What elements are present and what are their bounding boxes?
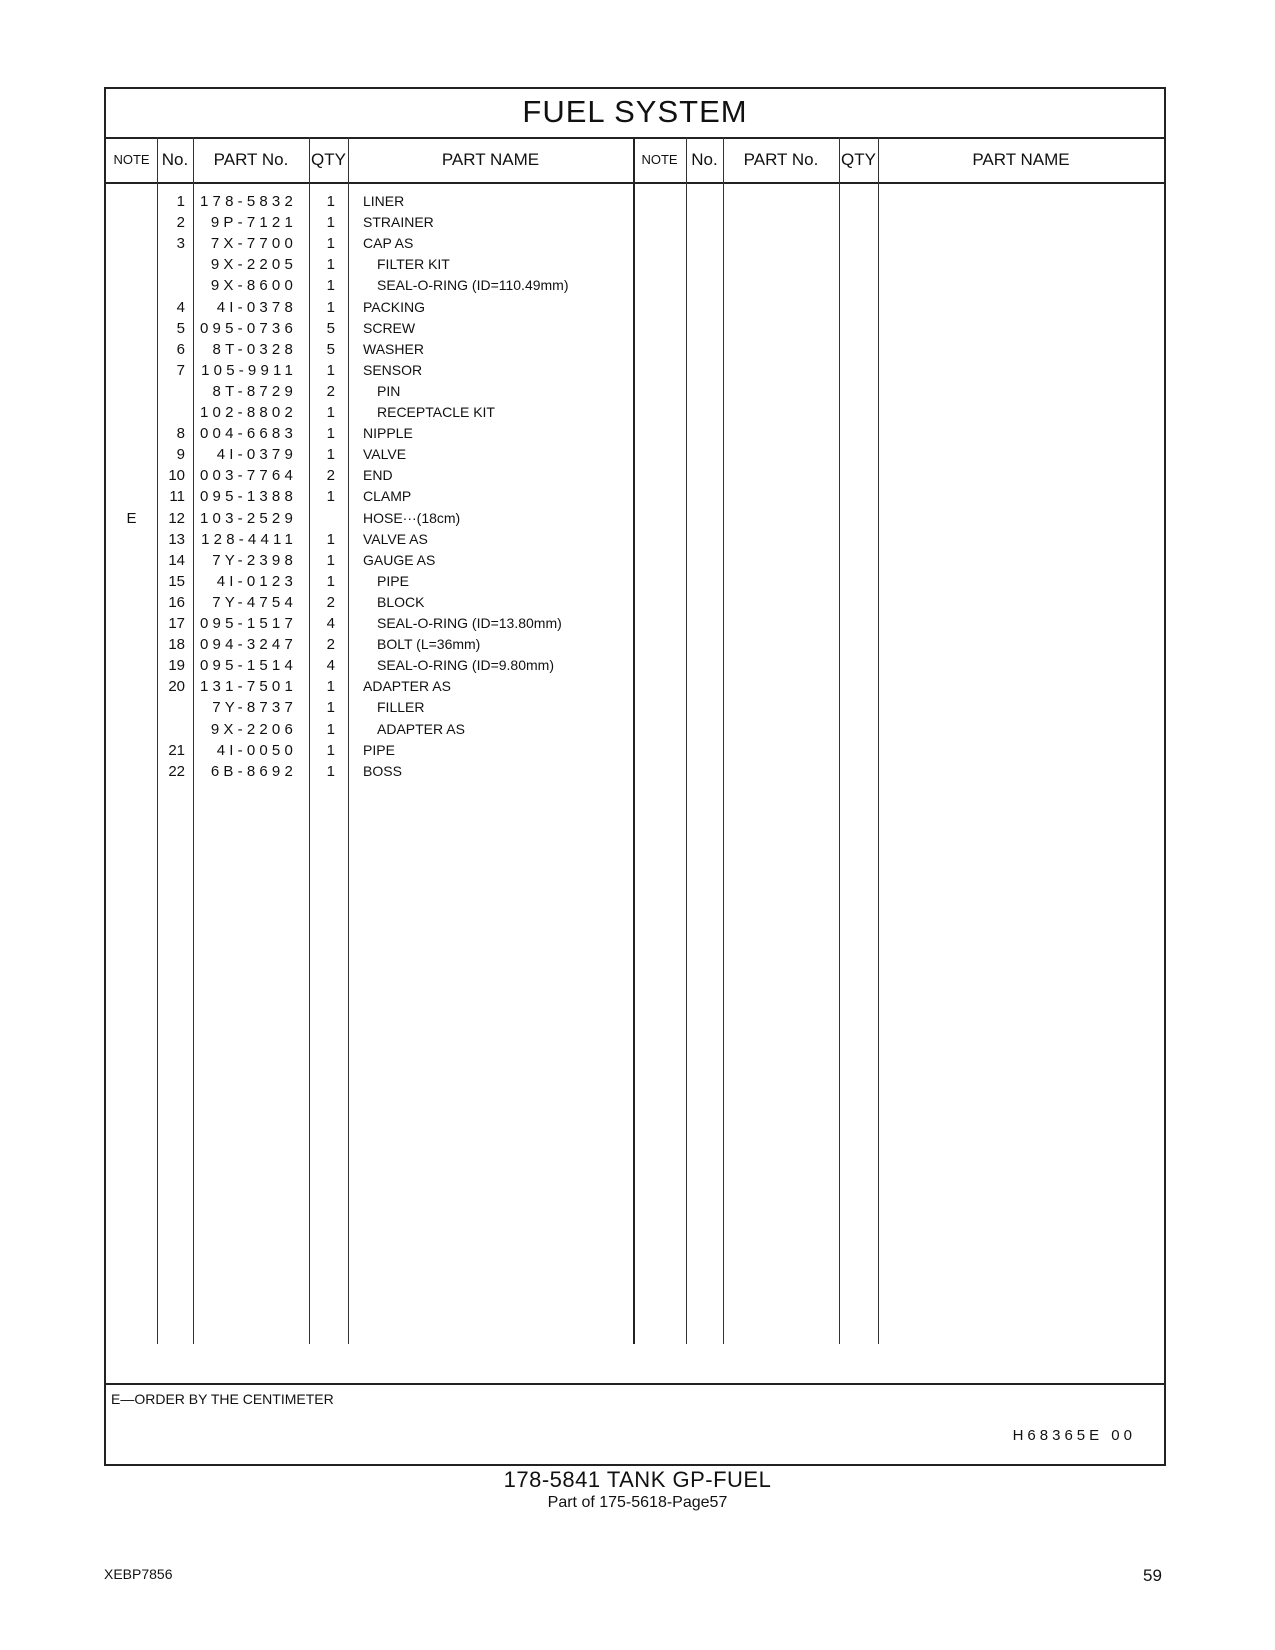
cell-qty: 1 — [326, 678, 335, 696]
cell-qty: 1 — [326, 446, 335, 464]
table-row — [106, 341, 1164, 363]
header-part-no-right: PART No. — [743, 150, 819, 169]
cell-part-no: 128-4411 — [201, 530, 297, 548]
cell-part-no: 7Y-4754 — [212, 593, 297, 611]
cell-part-name: END — [363, 467, 393, 484]
cell-part-name: PIPE — [377, 572, 409, 589]
table-row — [106, 256, 1164, 278]
cell-item-no: 22 — [168, 762, 185, 780]
cell-qty: 1 — [326, 361, 335, 379]
cell-qty: 1 — [326, 551, 335, 569]
cell-qty: 1 — [326, 404, 335, 421]
header-qty-right: QTY — [841, 150, 876, 169]
cell-qty: 1 — [326, 572, 335, 590]
cell-qty: 1 — [326, 530, 335, 548]
cell-part-name: PIN — [377, 382, 401, 399]
cell-part-name: ADAPTER AS — [377, 720, 465, 737]
cell-qty: 1 — [326, 425, 335, 443]
cell-qty: 4 — [326, 657, 335, 675]
table-row — [106, 615, 1164, 637]
table-row — [106, 531, 1164, 553]
cell-qty: 1 — [326, 762, 335, 780]
cell-part-name: CAP AS — [363, 235, 414, 252]
cell-part-name: CLAMP — [363, 488, 412, 505]
cell-item-no: 3 — [176, 235, 185, 253]
header-note-right: NOTE — [641, 152, 678, 167]
cell-part-name: SENSOR — [363, 361, 423, 378]
table-row — [106, 699, 1164, 721]
cell-qty: 1 — [326, 720, 335, 738]
cell-note: E — [126, 509, 137, 527]
cell-item-no: 8 — [176, 425, 185, 443]
document-id: XEBP7856 — [104, 1566, 173, 1582]
table-row — [106, 320, 1164, 342]
cell-part-name: NIPPLE — [363, 425, 413, 442]
cell-item-no: 17 — [168, 615, 185, 632]
cell-qty: 5 — [326, 319, 335, 337]
cell-qty: 5 — [326, 340, 335, 358]
cell-part-no: 4I-0379 — [216, 446, 297, 464]
cell-part-no: 004-6683 — [200, 425, 297, 443]
cell-item-no: 19 — [168, 657, 185, 675]
cell-item-no: 7 — [176, 361, 185, 379]
table-row — [106, 362, 1164, 384]
document-code: H68365E 00 — [1012, 1427, 1136, 1444]
cell-item-no: 6 — [176, 340, 185, 358]
group-title: 178-5841 TANK GP-FUEL — [503, 1467, 772, 1492]
header-part-name-left: PART NAME — [441, 150, 540, 169]
table-row — [106, 552, 1164, 574]
cell-part-no: 6B-8692 — [210, 762, 297, 780]
cell-part-name: SCREW — [363, 319, 416, 336]
cell-part-no: 9P-7121 — [210, 214, 297, 232]
cell-part-no: 095-0736 — [200, 319, 297, 337]
cell-part-no: 7Y-2398 — [212, 551, 297, 569]
table-row — [106, 193, 1164, 215]
cell-part-name: SEAL-O-RING (ID=13.80mm) — [377, 615, 562, 631]
cell-part-name: RECEPTACLE KIT — [377, 404, 495, 420]
table-row — [106, 742, 1164, 764]
cell-part-name: VALVE — [363, 446, 407, 463]
cell-part-name: HOSE···(18cm) — [363, 509, 461, 526]
cell-part-name: PACKING — [363, 298, 425, 315]
cell-part-no: 105-9911 — [201, 361, 297, 379]
cell-item-no: 11 — [169, 488, 185, 506]
parts-table-frame — [104, 87, 1166, 1466]
cell-part-no: 4I-0378 — [216, 298, 297, 316]
cell-item-no: 10 — [168, 467, 185, 485]
cell-part-name: GAUGE AS — [363, 551, 436, 568]
cell-qty: 1 — [326, 193, 335, 210]
cell-part-name: BLOCK — [377, 593, 425, 610]
page-number: 59 — [1143, 1566, 1162, 1585]
header-no-right: No. — [691, 150, 718, 169]
table-row — [106, 678, 1164, 700]
cell-part-name: STRAINER — [363, 214, 434, 231]
cell-item-no: 4 — [176, 298, 185, 316]
cell-qty: 2 — [326, 382, 335, 400]
cell-part-no: 4I-0050 — [216, 741, 297, 759]
cell-qty: 2 — [326, 636, 335, 654]
cell-part-name: WASHER — [363, 340, 424, 357]
cell-part-name: SEAL-O-RING (ID=110.49mm) — [377, 277, 569, 294]
header-qty-left: QTY — [311, 150, 346, 169]
cell-qty: 1 — [326, 699, 335, 717]
group-subtitle: Part of 175-5618-Page57 — [547, 1494, 728, 1511]
cell-qty: 1 — [326, 235, 335, 253]
table-row — [106, 721, 1164, 743]
cell-part-name: ADAPTER AS — [363, 678, 451, 695]
table-row — [106, 214, 1164, 236]
footer-divider — [106, 1383, 1164, 1385]
table-row — [106, 467, 1164, 489]
table-row — [106, 657, 1164, 679]
cell-part-no: 7X-7700 — [210, 235, 297, 253]
cell-item-no: 1 — [176, 193, 185, 210]
cell-part-no: 9X-8600 — [210, 277, 297, 295]
table-row — [106, 573, 1164, 595]
cell-item-no: 14 — [168, 551, 185, 569]
cell-part-name: BOLT (L=36mm) — [377, 636, 481, 653]
cell-part-no: 4I-0123 — [216, 572, 297, 590]
cell-part-no: 003-7764 — [200, 467, 297, 485]
cell-qty: 1 — [326, 277, 335, 295]
cell-part-name: PIPE — [363, 741, 395, 758]
page-title: FUEL SYSTEM — [106, 89, 1164, 139]
cell-qty: 1 — [326, 488, 335, 506]
cell-part-no: 095-1517 — [200, 615, 297, 632]
table-row — [106, 383, 1164, 405]
cell-part-name: FILLER — [377, 699, 425, 716]
header-divider — [106, 182, 1164, 184]
cell-part-name: BOSS — [363, 762, 402, 779]
cell-item-no: 21 — [168, 741, 185, 759]
cell-part-name: SEAL-O-RING (ID=9.80mm) — [377, 657, 554, 674]
cell-part-no: 095-1514 — [200, 657, 297, 675]
cell-item-no: 12 — [168, 509, 185, 527]
cell-part-no: 178-5832 — [200, 193, 297, 210]
cell-item-no: 13 — [168, 530, 185, 548]
cell-item-no: 16 — [168, 593, 185, 611]
cell-part-no: 8T-0328 — [212, 340, 297, 358]
cell-item-no: 2 — [176, 214, 185, 232]
cell-part-no: 095-1388 — [200, 488, 297, 506]
cell-part-name: LINER — [363, 193, 405, 209]
table-row — [106, 636, 1164, 658]
table-row — [106, 404, 1164, 426]
cell-qty: 1 — [326, 256, 335, 274]
cell-part-no: 7Y-8737 — [212, 699, 297, 717]
cell-item-no: 9 — [176, 446, 185, 464]
cell-part-no: 103-2529 — [200, 509, 297, 527]
table-row — [106, 277, 1164, 299]
table-row — [106, 299, 1164, 321]
cell-qty: 2 — [326, 467, 335, 485]
cell-part-no: 102-8802 — [200, 404, 297, 421]
table-row — [106, 488, 1164, 510]
cell-qty: 4 — [326, 615, 335, 632]
cell-item-no: 18 — [168, 636, 185, 654]
cell-qty: 1 — [326, 214, 335, 232]
cell-part-no: 9X-2206 — [210, 720, 297, 738]
table-row — [106, 594, 1164, 616]
table-row — [106, 425, 1164, 447]
cell-qty: 1 — [326, 741, 335, 759]
cell-part-name: FILTER KIT — [377, 256, 450, 273]
cell-part-no: 8T-8729 — [212, 382, 297, 400]
table-row — [106, 510, 1164, 532]
footnote: E—ORDER BY THE CENTIMETER — [111, 1391, 334, 1407]
table-row — [106, 235, 1164, 257]
cell-part-no: 131-7501 — [200, 678, 297, 696]
header-part-no-left: PART No. — [213, 150, 289, 169]
table-row — [106, 446, 1164, 468]
cell-item-no: 20 — [168, 678, 185, 696]
cell-part-no: 094-3247 — [200, 636, 297, 654]
cell-qty: 1 — [326, 298, 335, 316]
cell-item-no: 15 — [168, 572, 185, 590]
cell-qty: 2 — [326, 593, 335, 611]
header-part-name-right: PART NAME — [972, 150, 1070, 169]
table-row — [106, 763, 1164, 785]
cell-part-no: 9X-2205 — [210, 256, 297, 274]
header-note-left: NOTE — [113, 152, 150, 167]
cell-item-no: 5 — [176, 319, 185, 337]
header-no-left: No. — [161, 150, 189, 169]
cell-part-name: VALVE AS — [363, 530, 428, 547]
